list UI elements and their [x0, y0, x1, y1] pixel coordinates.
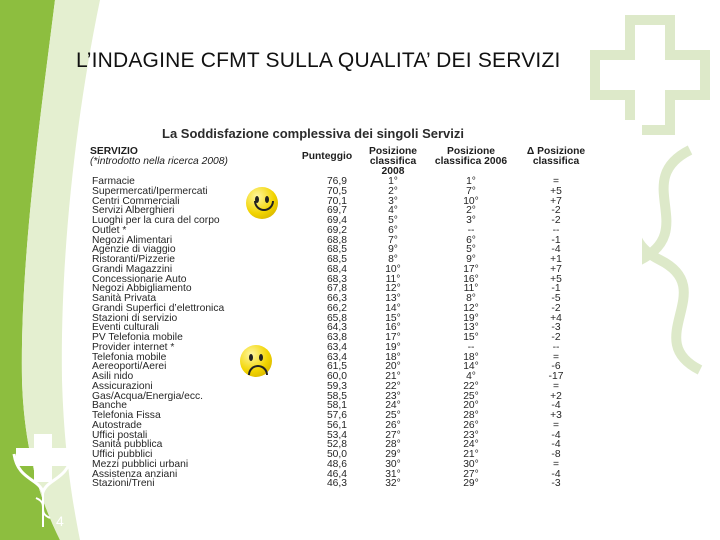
header-service-note: (*introdotto nella ricerca 2008): [90, 156, 228, 167]
cell-pos2008: 21°: [385, 371, 401, 382]
cell-pos2006: 6°: [466, 234, 476, 246]
cell-delta: =: [552, 419, 559, 431]
cell-score: 64,3: [326, 322, 347, 334]
cell-service: Provider internet *: [92, 341, 175, 353]
smiley-happy-icon: [246, 187, 278, 219]
cell-pos2008: 23°: [385, 390, 401, 402]
cell-pos2008: 20°: [385, 361, 401, 373]
cell-pos2006: 28°: [463, 410, 479, 421]
cell-pos2006: 1°: [466, 176, 476, 187]
cell-pos2008: 32°: [385, 478, 401, 490]
cell-pos2008: 27°: [385, 429, 401, 441]
cell-delta: -8: [551, 449, 561, 460]
cell-delta: -4: [551, 439, 561, 451]
cell-service: Telefonia mobile: [92, 351, 167, 363]
cell-score: 68,5: [326, 244, 347, 256]
cell-pos2008: 28°: [385, 439, 401, 451]
table-title: La Soddisfazione complessiva dei singoli Servizi: [162, 126, 464, 141]
cell-pos2008: 1°: [388, 176, 398, 187]
cell-service: Autostrade: [92, 419, 142, 431]
cell-score: 65,8: [326, 312, 347, 324]
cell-service: Concessionarie Auto: [92, 273, 187, 285]
cell-service: Assistenza anziani: [92, 468, 178, 480]
cell-service: Farmacie: [92, 176, 135, 187]
table-body: [90, 177, 599, 489]
cell-pos2008: 17°: [385, 332, 401, 343]
cell-service: Agenzie di viaggio: [92, 244, 176, 256]
cell-service: Uffici postali: [92, 429, 148, 441]
cell-service: Mezzi pubblici urbani: [92, 458, 189, 470]
cell-service: Banche: [92, 400, 127, 412]
cell-score: 68,8: [326, 234, 347, 246]
cell-delta: =: [552, 176, 559, 187]
cell-delta: -1: [551, 234, 561, 246]
cell-pos2006: 5°: [466, 244, 476, 256]
cell-pos2006: 8°: [466, 293, 476, 304]
cell-score: 46,4: [326, 468, 347, 480]
cell-service: Gas/Acqua/Energia/ecc.: [92, 390, 204, 402]
cell-pos2006: 15°: [463, 332, 479, 343]
cell-pos2008: 14°: [385, 302, 401, 314]
cell-pos2008: 9°: [388, 244, 398, 256]
cell-delta: =: [552, 380, 559, 392]
cell-pos2006: 14°: [463, 361, 479, 373]
services-table: [90, 147, 599, 489]
smiley-sad-icon: [240, 345, 272, 377]
cell-service: Outlet *: [92, 224, 127, 236]
cell-pos2006: 4°: [466, 371, 476, 382]
cell-delta: -2: [551, 215, 561, 226]
cell-pos2006: 26°: [463, 419, 479, 431]
cell-service: Negozi Alimentari: [92, 234, 173, 246]
cell-score: 48,6: [326, 458, 347, 470]
cell-delta: -4: [551, 468, 561, 480]
cell-pos2006: 29°: [463, 478, 479, 490]
cell-pos2006: --: [467, 224, 475, 236]
cell-pos2006: 20°: [463, 400, 479, 412]
header-service-label: SERVIZIO: [90, 146, 138, 157]
cell-service: Grandi Magazzini: [92, 263, 173, 275]
cell-service: Ristoranti/Pizzerie: [92, 254, 175, 265]
cell-delta: -3: [551, 478, 561, 490]
cell-pos2008: 19°: [385, 341, 401, 353]
cell-pos2008: 22°: [385, 380, 401, 392]
pharmacy-cross-logo-icon: [8, 432, 78, 532]
cell-delta: -3: [551, 322, 561, 334]
cell-pos2006: 21°: [463, 449, 479, 460]
cell-score: 63,4: [326, 341, 347, 353]
cell-pos2006: 22°: [463, 380, 479, 392]
satisfaction-table-card: [80, 120, 642, 500]
cell-pos2008: 3°: [388, 195, 398, 207]
cell-delta: +4: [550, 312, 562, 324]
cell-pos2008: 16°: [385, 322, 401, 334]
cell-service: Stazioni/Treni: [92, 478, 155, 490]
cell-service: Aereoporti/Aerei: [92, 361, 167, 373]
header-delta: Δ Posizione classifica: [526, 146, 586, 167]
cell-pos2008: 10°: [385, 263, 401, 275]
cell-pos2008: 6°: [388, 224, 398, 236]
cell-delta: -5: [551, 293, 561, 304]
cell-service: Centri Commerciali: [92, 195, 180, 207]
cell-score: 69,2: [326, 224, 347, 236]
cell-service: Asili nido: [92, 371, 134, 382]
cell-pos2008: 5°: [388, 215, 398, 226]
cell-score: 59,3: [326, 380, 347, 392]
cell-pos2006: 30°: [463, 458, 479, 470]
cell-pos2006: 19°: [463, 312, 479, 324]
cell-delta: -4: [551, 429, 561, 441]
cell-delta: +1: [550, 254, 562, 265]
cell-service: Stazioni di servizio: [92, 312, 178, 324]
cell-pos2008: 31°: [385, 468, 401, 480]
cell-score: 46,3: [326, 478, 347, 490]
cell-pos2006: 7°: [466, 185, 476, 197]
cell-score: 76,9: [326, 176, 347, 187]
cell-score: 50,0: [326, 449, 347, 460]
cell-score: 60,0: [326, 371, 347, 382]
cell-pos2006: 23°: [463, 429, 479, 441]
cell-delta: -2: [551, 332, 561, 343]
cell-pos2008: 7°: [388, 234, 398, 246]
cell-score: 68,4: [326, 263, 347, 275]
cell-pos2008: 15°: [385, 312, 401, 324]
header-pos2006: Posizione classifica 2006: [434, 146, 508, 167]
cell-delta: +5: [550, 273, 562, 285]
cell-service: Uffici pubblici: [92, 449, 153, 460]
cell-pos2008: 11°: [385, 273, 401, 285]
cell-score: 69,7: [326, 205, 347, 217]
cell-delta: -6: [551, 361, 561, 373]
header-pos2008: Posizione classifica 2008: [368, 146, 418, 177]
cell-pos2006: 3°: [466, 215, 476, 226]
cell-pos2006: 17°: [463, 263, 479, 275]
cell-delta: +7: [550, 195, 562, 207]
cell-service: Sanità pubblica: [92, 439, 163, 451]
cell-pos2008: 24°: [385, 400, 401, 412]
cell-delta: =: [552, 351, 559, 363]
cell-service: PV Telefonia mobile: [92, 332, 183, 343]
cell-pos2008: 4°: [388, 205, 398, 217]
cell-pos2008: 18°: [385, 351, 401, 363]
cell-pos2006: 18°: [463, 351, 479, 363]
cell-pos2006: 27°: [463, 468, 479, 480]
cell-score: 67,8: [326, 283, 347, 295]
cell-pos2006: 11°: [463, 283, 479, 295]
cell-pos2006: 12°: [463, 302, 479, 314]
slide-title: L’INDAGINE CFMT SULLA QUALITA’ DEI SERVIZI: [76, 49, 561, 72]
cell-score: 66,3: [326, 293, 347, 304]
cell-service: Servizi Alberghieri: [92, 205, 175, 217]
cell-service: Luoghi per la cura del corpo: [92, 215, 220, 226]
cell-pos2006: 9°: [466, 254, 476, 265]
cell-score: 63,4: [326, 351, 347, 363]
cell-delta: -2: [551, 205, 561, 217]
cell-service: Sanità Privata: [92, 293, 157, 304]
cell-service: Telefonia Fissa: [92, 410, 161, 421]
cell-service: Supermercati/Ipermercati: [92, 185, 208, 197]
cell-service: Eventi culturali: [92, 322, 159, 334]
cell-score: 69,4: [326, 215, 347, 226]
cell-pos2008: 2°: [388, 185, 398, 197]
cell-score: 53,4: [326, 429, 347, 441]
cell-pos2008: 30°: [385, 458, 401, 470]
cell-delta: +5: [550, 185, 562, 197]
cell-pos2006: 16°: [463, 273, 479, 285]
cell-score: 70,1: [326, 195, 347, 207]
cell-score: 58,1: [326, 400, 347, 412]
cell-delta: --: [552, 341, 560, 353]
cell-delta: -4: [551, 400, 561, 412]
cell-pos2008: 26°: [385, 419, 401, 431]
cell-pos2008: 25°: [385, 410, 401, 421]
cell-delta: -1: [551, 283, 561, 295]
cell-score: 61,5: [326, 361, 347, 373]
cell-score: 63,8: [326, 332, 347, 343]
cell-pos2008: 8°: [388, 254, 398, 265]
cell-delta: +7: [550, 263, 562, 275]
cell-pos2006: 25°: [463, 390, 479, 402]
cell-pos2006: 24°: [463, 439, 479, 451]
cell-pos2006: --: [467, 341, 475, 353]
cell-pos2008: 29°: [385, 449, 401, 460]
cell-score: 57,6: [326, 410, 347, 421]
cell-score: 56,1: [326, 419, 347, 431]
cell-pos2008: 13°: [385, 293, 401, 304]
cell-score: 68,3: [326, 273, 347, 285]
cell-delta: =: [552, 458, 559, 470]
header-service: [90, 147, 297, 177]
cell-score: 58,5: [326, 390, 347, 402]
cell-delta: -2: [551, 302, 561, 314]
cell-delta: +2: [550, 390, 562, 402]
cell-delta: +3: [550, 410, 562, 421]
cell-service: Grandi Superfici d’elettronica: [92, 302, 225, 314]
cell-delta: -17: [548, 371, 564, 382]
cell-score: 52,8: [326, 439, 347, 451]
cell-delta: -4: [551, 244, 561, 256]
cell-delta: --: [552, 224, 560, 236]
cell-service: Assicurazioni: [92, 380, 153, 392]
cell-pos2006: 10°: [463, 195, 479, 207]
cell-score: 68,5: [326, 254, 347, 265]
cell-pos2006: 13°: [463, 322, 479, 334]
cell-service: Negozi Abbigliamento: [92, 283, 192, 295]
cell-score: 70,5: [326, 185, 347, 197]
page-number: 4: [56, 513, 64, 529]
header-score: Punteggio: [301, 151, 353, 162]
cell-pos2006: 2°: [466, 205, 476, 217]
cell-pos2008: 12°: [385, 283, 401, 295]
table-row: [90, 479, 599, 489]
cell-score: 66,2: [326, 302, 347, 314]
